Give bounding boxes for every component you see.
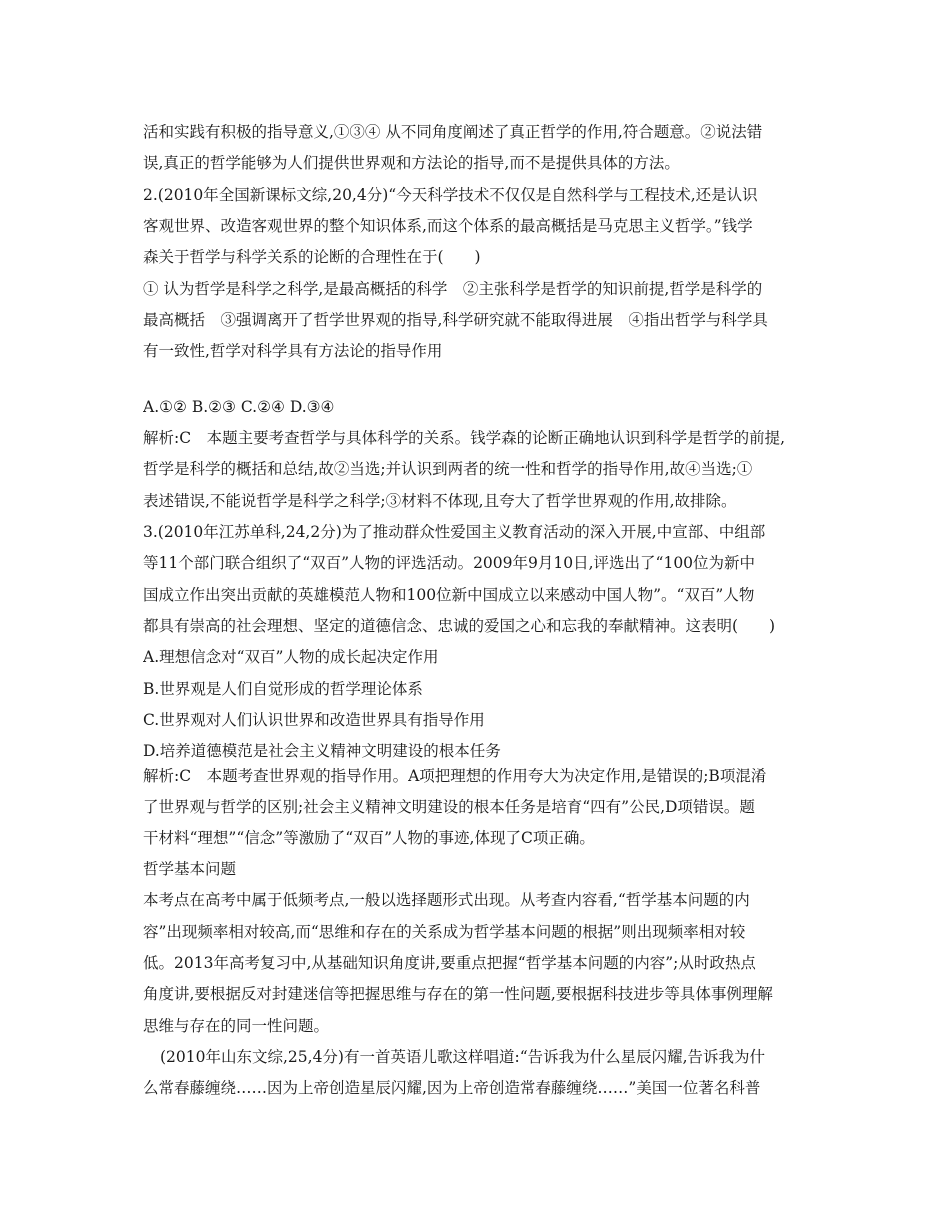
question-3-header: 3.(2010年江苏单科,24,2分)为了推动群众性爱国主义教育活动的深入开展,中宣部、中组部 (143, 523, 766, 541)
text-line: 了世界观与哲学的区别;社会主义精神文明建设的根本任务是培育“四有”公民,D项错误。题 (143, 798, 755, 816)
option-d: D.培养道德模范是社会主义精神文明建设的根本任务 (143, 742, 501, 760)
analysis-line: 解析:C 本题主要考查哲学与具体科学的关系。钱学森的论断正确地认识到科学是哲学的前提, (143, 429, 786, 447)
section-heading: 哲学基本问题 (143, 860, 237, 878)
text-line: 干材料“理想”“信念”等激励了“双百”人物的事迹,体现了C项正确。 (143, 829, 595, 847)
text-line: 活和实践有积极的指导意义,①③④ 从不同角度阐述了真正哲学的作用,符合题意。②说法错 (143, 123, 763, 141)
text-line: ① 认为哲学是科学之科学,是最高概括的科学 ②主张科学是哲学的知识前提,哲学是科学的 (143, 280, 763, 298)
text-line: 么常春藤缠绕……因为上帝创造星辰闪耀,因为上帝创造常春藤缠绕……”美国一位著名科普 (143, 1079, 761, 1097)
option-b: B.世界观是人们自觉形成的哲学理论体系 (143, 680, 423, 698)
option-c: C.世界观对人们认识世界和改造世界具有指导作用 (143, 711, 485, 729)
text-line: 哲学是科学的概括和总结,故②当选;并认识到两者的统一性和哲学的指导作用,故④当选;① (143, 460, 753, 478)
text-line: 客观世界、改造客观世界的整个知识体系,而这个体系的最高概括是马克思主义哲学。”钱学 (143, 217, 753, 235)
option-a: A.理想信念对“双百”人物的成长起决定作用 (143, 648, 439, 666)
analysis-line: 解析:C 本题考查世界观的指导作用。A项把理想的作用夸大为决定作用,是错误的;B项混淆 (143, 767, 767, 785)
text-line: 低。2013年高考复习中,从基础知识角度讲,要重点把握“哲学基本问题的内容”;从时政热点 (143, 954, 756, 972)
text-line: 都具有崇高的社会理想、坚定的道德信念、忠诚的爱国之心和忘我的奉献精神。这表明( ) (143, 617, 776, 635)
text-line: 国成立作出突出贡献的英雄模范人物和100位新中国成立以来感动中国人物”。“双百”人物 (143, 586, 755, 604)
text-line: 误,真正的哲学能够为人们提供世界观和方法论的指导,而不是提供具体的方法。 (143, 154, 680, 172)
text-line: 思维与存在的同一性问题。 (143, 1017, 330, 1035)
text-line: 最高概括 ③强调离开了哲学世界观的指导,科学研究就不能取得进展 ④指出哲学与科学具 (143, 311, 768, 329)
question-2-header: 2.(2010年全国新课标文综,20,4分)“今天科学技术不仅仅是自然科学与工程技术,还是认识 (143, 186, 758, 204)
text-line: 等11个部门联合组织了“双百”人物的评选活动。2009年9月10日,评选出了“100位为新中 (143, 554, 756, 572)
answer-options: A.①② B.②③ C.②④ D.③④ (143, 398, 335, 416)
text-line: 容”出现频率相对较高,而“思维和存在的关系成为哲学基本问题的根据”则出现频率相对较 (143, 923, 746, 941)
text-line: 森关于哲学与科学关系的论断的合理性在于( ) (143, 248, 481, 266)
text-line: 角度讲,要根据反对封建迷信等把握思维与存在的第一性问题,要根据科技进步等具体事例理解 (143, 985, 773, 1003)
example-header: (2010年山东文综,25,4分)有一首英语儿歌这样唱道:“告诉我为什么星辰闪耀,告诉我为什 (160, 1048, 766, 1066)
text-line: 本考点在高考中属于低频考点,一般以选择题形式出现。从考查内容看,“哲学基本问题的内 (143, 891, 750, 909)
text-line: 有一致性,哲学对科学具有方法论的指导作用 (143, 342, 443, 360)
text-line: 表述错误,不能说哲学是科学之科学;③材料不体现,且夸大了哲学世界观的作用,故排除。 (143, 492, 737, 510)
